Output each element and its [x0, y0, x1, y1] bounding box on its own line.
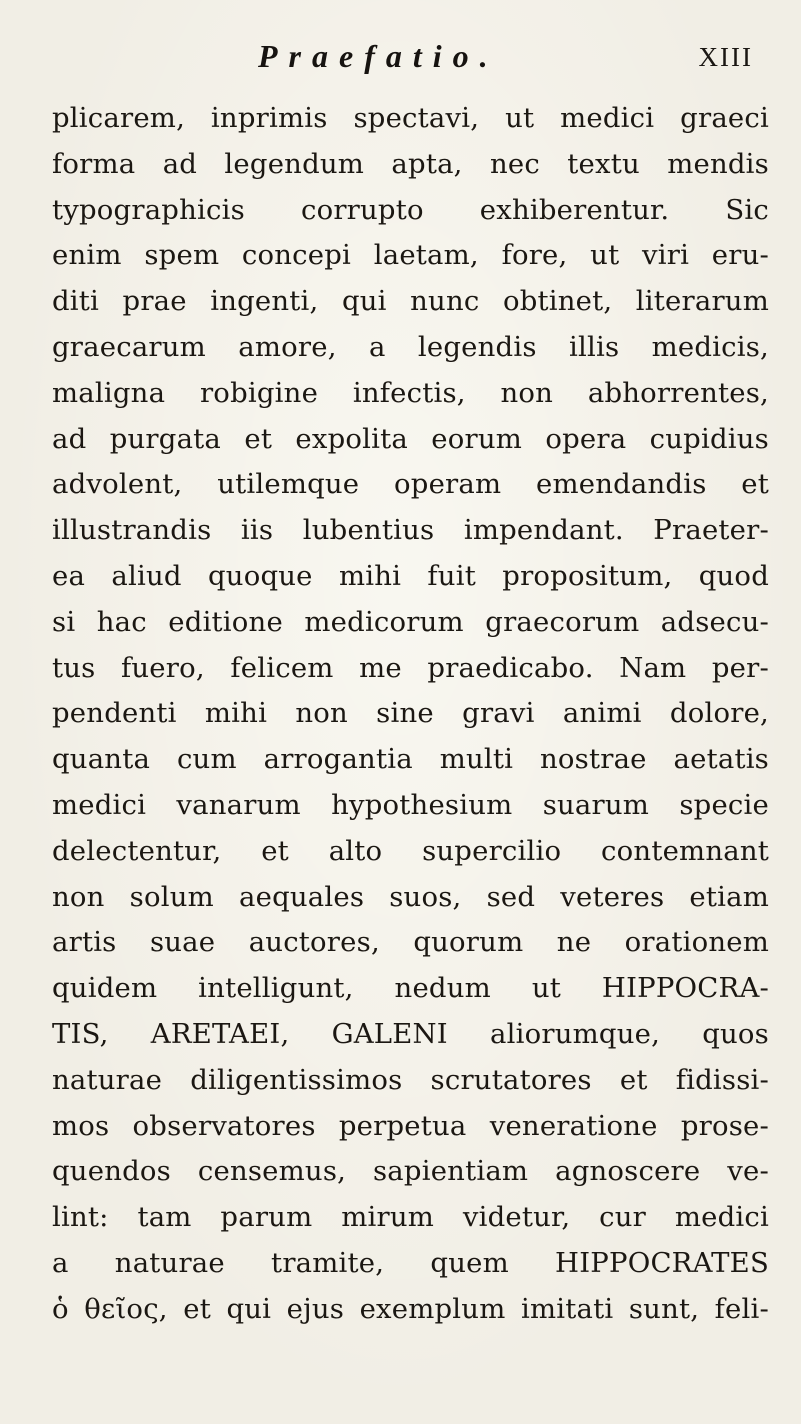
text-line: lint: tam parum mirum videtur, cur medici	[52, 1201, 769, 1234]
text-line: medici vanarum hypothesium suarum specie	[52, 788, 769, 821]
text-line: forma ad legendum apta, nec textu mendis	[52, 147, 769, 180]
text-line: maligna robigine infectis, non abhorrentes,	[52, 376, 769, 409]
text-line: quendos censemus, sapientiam agnoscere ve-	[52, 1155, 769, 1188]
text-line: quidem intelligunt, nedum ut HIPPOCRA-	[52, 972, 769, 1005]
text-line: enim spem concepi laetam, fore, ut viri eru-	[52, 239, 769, 272]
text-line: tus fuero, felicem me praedicabo. Nam per-	[52, 651, 769, 684]
text-line: delectentur, et alto supercilio contemnant	[52, 834, 769, 867]
text-line: advolent, utilemque operam emendandis et	[52, 468, 769, 501]
text-line: ὁ θεῖος, et qui ejus exemplum imitati sunt, feli-	[52, 1292, 769, 1325]
text-line: pendenti mihi non sine gravi animi dolore,	[52, 697, 769, 730]
text-line: naturae diligentissimos scrutatores et fidissi-	[52, 1063, 769, 1096]
text-line: plicarem, inprimis spectavi, ut medici graeci	[52, 102, 769, 134]
text-line: mos observatores perpetua veneratione prose-	[52, 1109, 769, 1142]
text-line: ad purgata et expolita eorum opera cupidius	[52, 422, 769, 455]
text-line: quanta cum arrogantia multi nostrae aetatis	[52, 743, 769, 776]
text-line: ea aliud quoque mihi fuit propositum, quod	[52, 559, 769, 592]
page-header	[0, 38, 801, 82]
text-line: artis suae auctores, quorum ne orationem	[52, 926, 769, 959]
text-line: illustrandis iis lubentius impendant. Praeter-	[52, 514, 769, 547]
text-line: graecarum amore, a legendis illis medicis,	[52, 330, 769, 363]
text-line: a naturae tramite, quem HIPPOCRATES	[52, 1246, 769, 1279]
page-number: XIII	[698, 42, 753, 72]
text-line: si hac editione medicorum graecorum adsecu-	[52, 605, 769, 638]
running-title: Praefatio.	[258, 38, 499, 74]
text-line: TIS, ARETAEI, GALENI aliorumque, quos	[52, 1017, 769, 1050]
text-line: non solum aequales suos, sed veteres etiam	[52, 880, 769, 913]
text-line: diti prae ingenti, qui nunc obtinet, literarum	[52, 285, 769, 318]
text-line: typographicis corrupto exhiberentur. Sic	[52, 193, 769, 226]
body-text	[52, 96, 769, 1333]
